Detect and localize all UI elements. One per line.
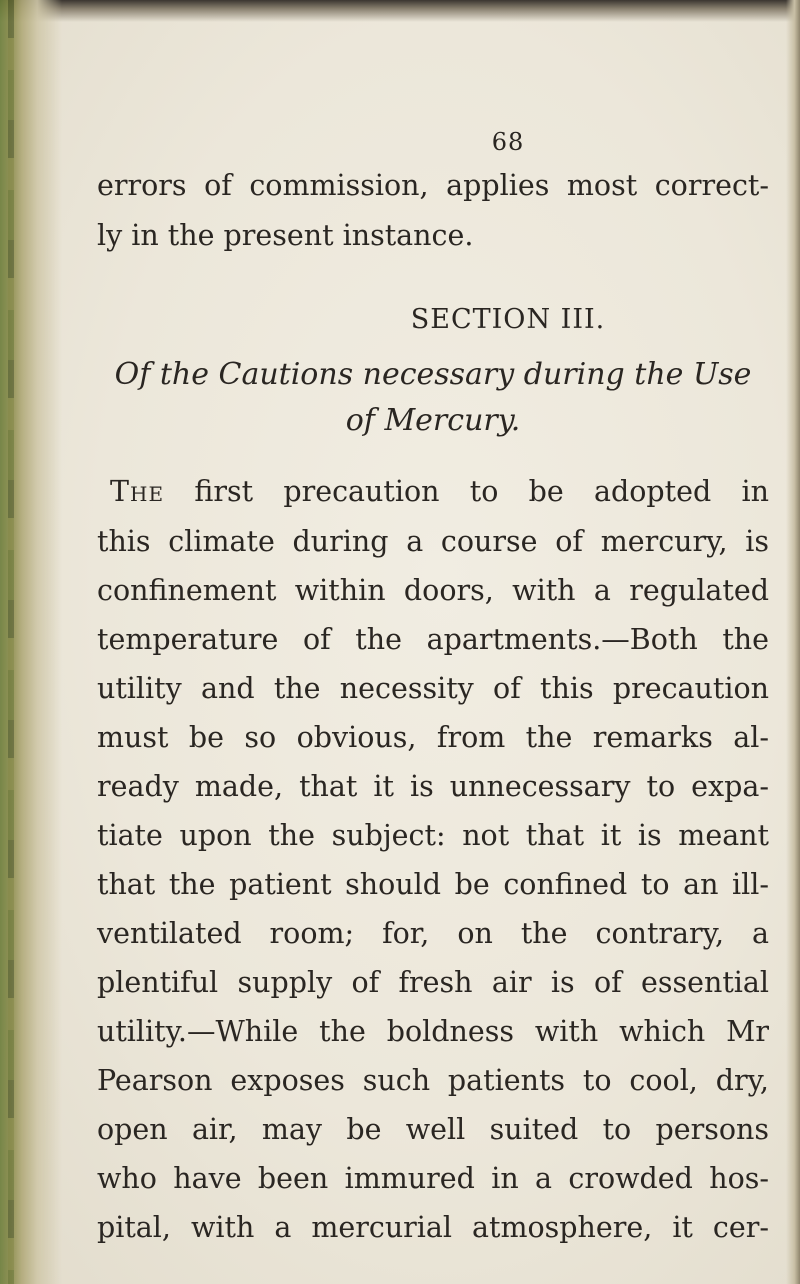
paragraph-line-3: confinement within doors, with a regulated: [97, 574, 769, 607]
paragraph-line-1: [110, 472, 769, 512]
paragraph-line-12: utility.—While the boldness with which Mr: [97, 1015, 769, 1048]
opening-line-1: errors of commission, applies most correct-: [97, 169, 769, 202]
page-top-edge-shadow: [0, 0, 800, 22]
paragraph-line-14: open air, may be well suited to persons: [97, 1113, 769, 1146]
paragraph-line-7: ready made, that it is unnecessary to expa-: [97, 770, 769, 803]
paragraph-first-word: The: [110, 475, 165, 508]
section-heading: SECTION III.: [410, 304, 606, 335]
paragraph-first-line-rest: first precaution to be adopted in: [164, 475, 769, 508]
paragraph-line-8: tiate upon the subject: not that it is meant: [97, 819, 769, 852]
paragraph-line-16: pital, with a mercurial atmosphere, it cer-: [97, 1211, 769, 1244]
paragraph-line-10: ventilated room; for, on the contrary, a: [97, 917, 769, 950]
paragraph-line-4: temperature of the apartments.—Both the: [97, 623, 769, 656]
opening-line-2: ly in the present instance.: [97, 219, 474, 252]
paragraph-line-6: must be so obvious, from the remarks al-: [97, 721, 769, 754]
paragraph-line-5: utility and the necessity of this precaution: [97, 672, 769, 705]
page-number: 68: [491, 128, 525, 156]
paragraph-line-15: who have been immured in a crowded hos-: [97, 1162, 769, 1195]
page-right-edge-shadow: [786, 0, 800, 1284]
section-subtitle-line-2: of Mercury.: [345, 403, 521, 438]
paragraph-line-11: plentiful supply of fresh air is of essential: [97, 966, 769, 999]
section-subtitle-line-1: Of the Cautions necessary during the Use: [114, 357, 752, 392]
paragraph-line-2: this climate during a course of mercury, is: [97, 525, 769, 558]
paragraph-line-13: Pearson exposes such patients to cool, dry,: [97, 1064, 769, 1097]
paragraph-line-9: that the patient should be confined to an ill-: [97, 868, 769, 901]
page-binding-edge: [0, 0, 62, 1284]
